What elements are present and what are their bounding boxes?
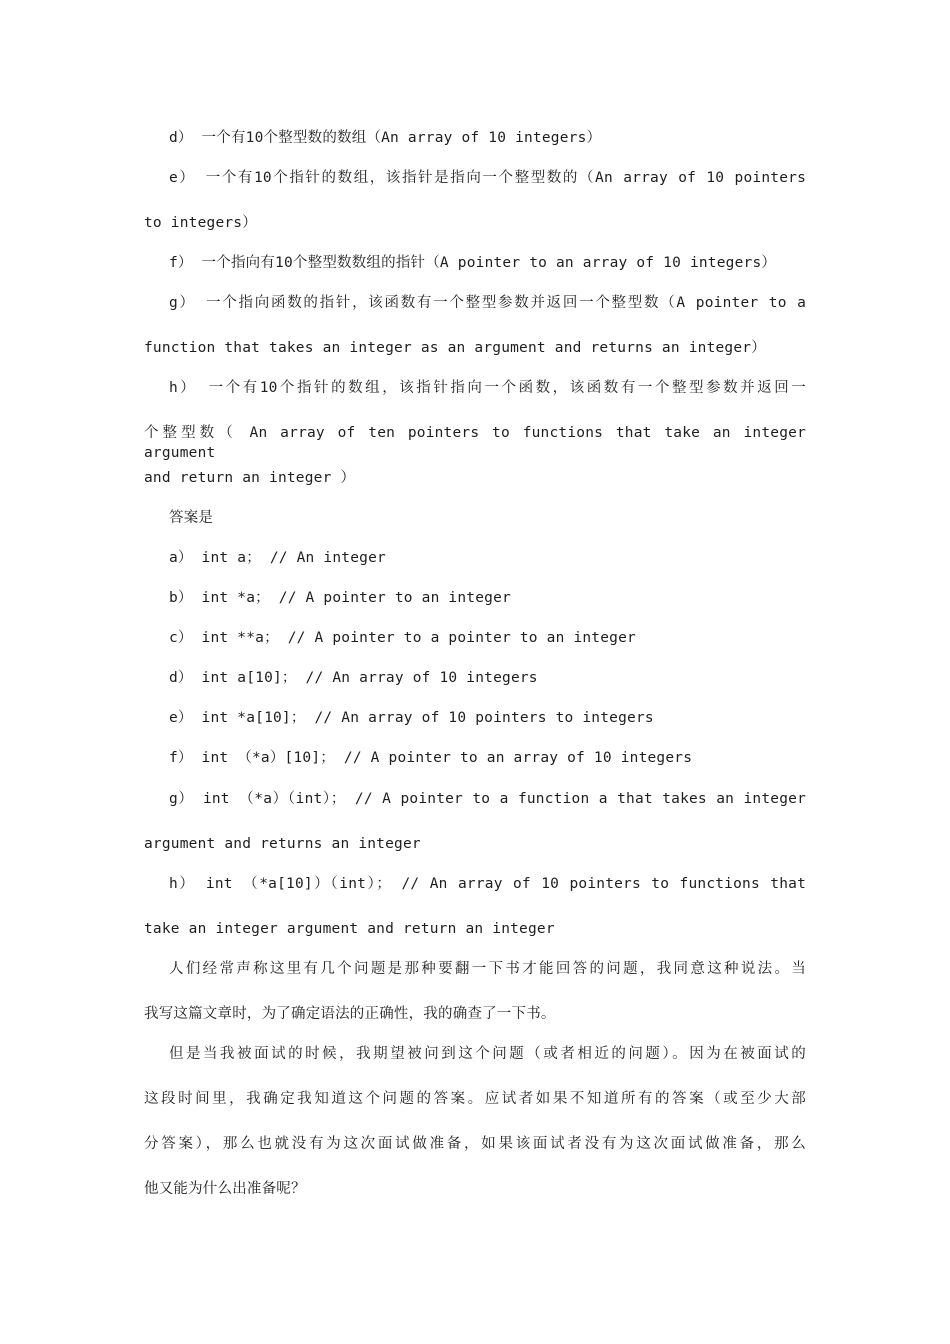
answer-a: a） int a； // An integer xyxy=(169,550,386,566)
answer-f: f） int （*a）[10]； // A pointer to an array of 10 integers xyxy=(169,750,693,766)
item-h-question-cont: 个整型数（ An array of ten pointers to functions that take an integer argument xyxy=(144,425,806,461)
answer-g: g） int （*a）（int）； // A pointer to a function a that takes an integer xyxy=(169,791,806,807)
paragraph-1-line-1: 人们经常声称这里有几个问题是那种要翻一下书才能回答的问题，我同意这种说法。当 xyxy=(169,961,806,977)
answer-heading: 答案是 xyxy=(169,510,214,526)
answer-h-cont: take an integer argument and return an integer xyxy=(144,921,555,937)
item-d-question: d） 一个有10个整型数的数组（An array of 10 integers） xyxy=(169,130,602,146)
paragraph-2-line-1: 但是当我被面试的时候，我期望被问到这个问题（或者相近的问题）。因为在被面试的 xyxy=(169,1046,806,1062)
paragraph-1-line-2: 我写这篇文章时，为了确定语法的正确性，我的确查了一下书。 xyxy=(144,1006,556,1022)
answer-c: c） int **a； // A pointer to a pointer to an integer xyxy=(169,630,636,646)
paragraph-2-line-2: 这段时间里，我确定我知道这个问题的答案。应试者如果不知道所有的答案（或至少大部 xyxy=(144,1091,806,1107)
item-e-question: e） 一个有10个指针的数组，该指针是指向一个整型数的（An array of 10 pointers xyxy=(169,170,806,186)
answer-b: b） int *a； // A pointer to an integer xyxy=(169,590,511,606)
answer-g-cont: argument and returns an integer xyxy=(144,836,421,852)
item-g-question-cont: function that takes an integer as an argument and returns an integer） xyxy=(144,340,766,356)
item-h-question: h） 一个有10个指针的数组，该指针指向一个函数，该函数有一个整型参数并返回一 xyxy=(169,380,806,396)
answer-h: h） int （*a[10]）（int）； // An array of 10 pointers to functions that xyxy=(169,876,806,892)
answer-d: d） int a[10]； // An array of 10 integers xyxy=(169,670,538,686)
paragraph-2-line-4: 他又能为什么出准备呢？ xyxy=(144,1181,306,1197)
answer-e: e） int *a[10]； // An array of 10 pointers to integers xyxy=(169,710,654,726)
item-e-question-cont: to integers） xyxy=(144,215,257,231)
item-f-question: f） 一个指向有10个整型数数组的指针（A pointer to an array of 10 integers） xyxy=(169,255,777,271)
item-g-question: g） 一个指向函数的指针，该函数有一个整型参数并返回一个整型数（A pointer to a xyxy=(169,295,806,311)
paragraph-2-line-3: 分答案），那么也就没有为这次面试做准备，如果该面试者没有为这次面试做准备，那么 xyxy=(144,1136,806,1152)
item-h-question-end: and return an integer ） xyxy=(144,470,356,486)
